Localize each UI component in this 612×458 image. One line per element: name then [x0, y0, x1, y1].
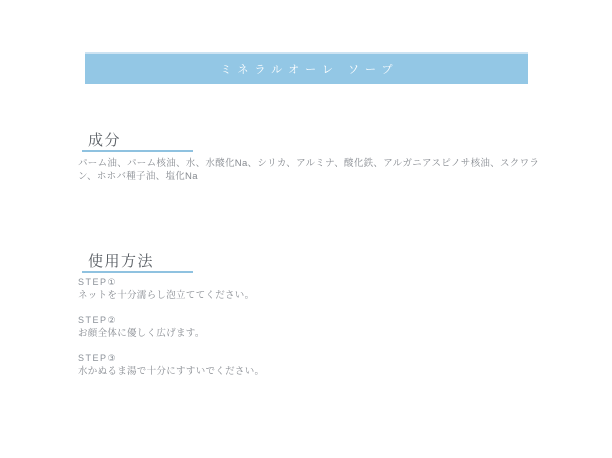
ingredients-section-heading: 成分: [88, 132, 122, 149]
usage-step-2: [78, 314, 264, 340]
ingredients-heading-underline: [82, 150, 193, 152]
usage-step-3-text: 水かぬるま湯で十分にすすいでください。: [78, 366, 265, 377]
usage-heading-underline: [82, 271, 193, 273]
usage-step-1: [78, 276, 264, 302]
usage-section-heading: 使用方法: [88, 253, 155, 270]
usage-step-2-label: STEP②: [78, 315, 118, 325]
usage-step-2-text: お顔全体に優しく広げます。: [78, 328, 205, 339]
ingredients-list-text: パーム油、パーム核油、水、水酸化Na、シリカ、アルミナ、酸化鉄、アルガニアスピノサ核油、スクワラン、ホホバ種子油、塩化Na: [78, 158, 540, 182]
usage-step-1-label: STEP①: [78, 277, 118, 287]
usage-step-3-label: STEP③: [78, 353, 118, 363]
product-title-banner: [85, 52, 528, 84]
product-title: ミネラルオーレ ソープ: [220, 64, 399, 76]
usage-step-1-text: ネットを十分濡らし泡立ててください。: [78, 290, 255, 301]
usage-steps: [78, 276, 264, 390]
usage-step-3: [78, 352, 264, 378]
